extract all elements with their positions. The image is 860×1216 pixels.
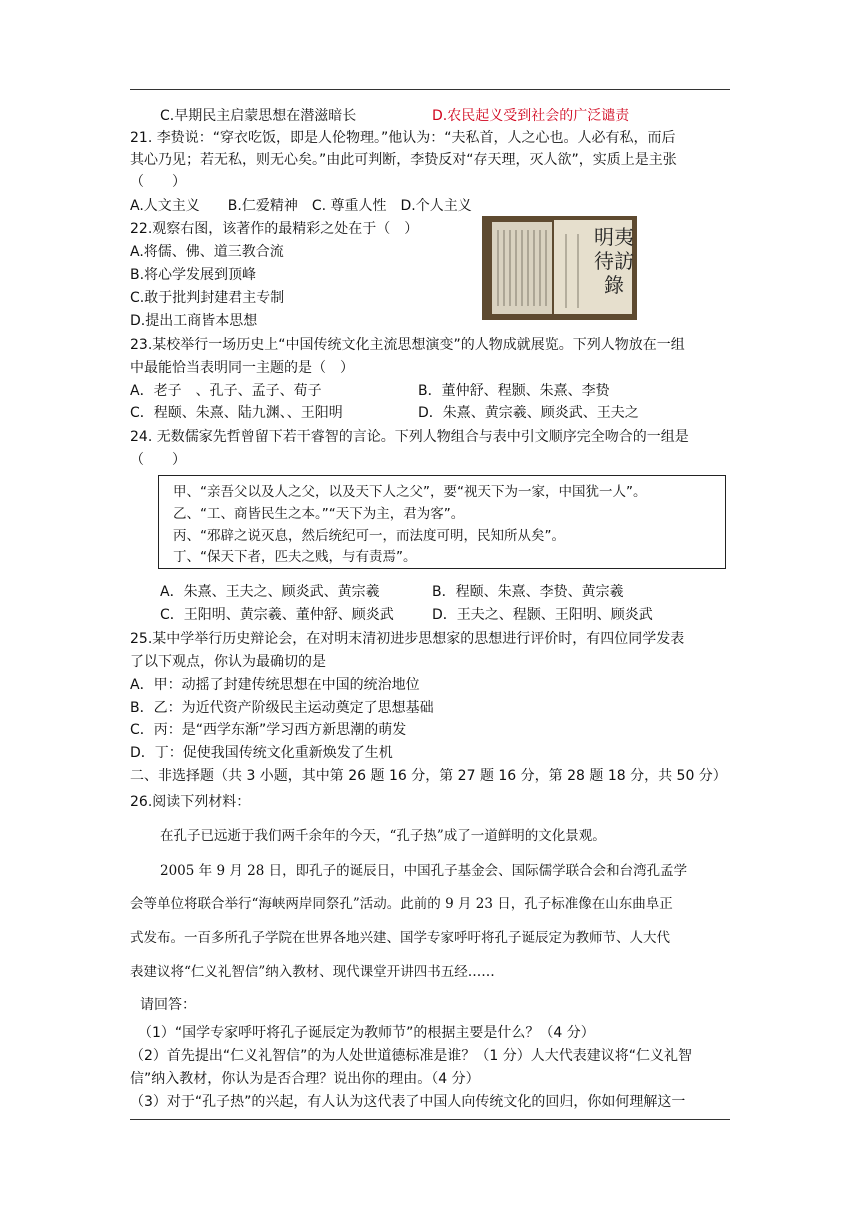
q24-option-a: A．朱熹、王夫之、顾炎武、黄宗羲 — [160, 584, 380, 600]
svg-text:待訪: 待訪 — [594, 249, 634, 273]
q24-option-c: C．王阳明、黄宗羲、董仲舒、顾炎武 — [160, 607, 394, 623]
q25-line1: 25.某中学举行历史辩论会，在对明末清初进步思想家的思想进行评价时，有四位同学发表 — [130, 631, 685, 647]
q22-option-a: A.将儒、佛、道三教合流 — [130, 244, 284, 260]
q25-option-a: A．甲：动摇了封建传统思想在中国的统治地位 — [130, 677, 420, 693]
q25-line2: 了以下观点，你认为最确切的是 — [130, 654, 326, 670]
q20-option-c: C.早期民主启蒙思想在潜滋暗长 — [160, 108, 357, 124]
q22-option-c: C.敢于批判封建君主专制 — [130, 290, 285, 306]
q24-option-b: B．程颐、朱熹、李贽、黄宗羲 — [432, 584, 624, 600]
q24-option-d: D．王夫之、程颢、王阳明、顾炎武 — [432, 607, 653, 623]
q21-options: A.人文主义 B.仁爱精神 C. 尊重人性 D.个人主义 — [130, 198, 472, 214]
q26-ask: 请回答： — [140, 997, 196, 1013]
book-photo — [482, 216, 637, 320]
q26-material-4: 式发布。一百多所孔子学院在世界各地兴建、国学专家呼吁将孔子诞辰定为教师节、人大代 — [130, 930, 670, 946]
svg-text:錄: 錄 — [604, 273, 624, 297]
q26-material-5: 表建议将“仁义礼智信”纳入教材、现代课堂开讲四书五经…… — [130, 964, 495, 980]
q26-stem: 26.阅读下列材料： — [130, 794, 251, 810]
q26-material-2: 2005 年 9 月 28 日，即孔子的诞辰日，中国孔子基金会、国际儒学联合会和台湾孔孟学 — [160, 863, 688, 879]
quote-yi: 乙、“工、商皆民生之本。”“天下为主，君为客”。 — [173, 506, 465, 522]
q26-sub3: （3）对于“孔子热”的兴起，有人认为这代表了中国人向传统文化的回归，你如何理解这一 — [130, 1094, 686, 1110]
q22-option-d: D.提出工商皆本思想 — [130, 313, 258, 329]
q20-option-d: D.农民起义受到社会的广泛谴责 — [432, 108, 630, 124]
q25-option-c: C．丙：是“西学东渐”学习西方新思潮的萌发 — [130, 722, 407, 738]
quote-bing: 丙、“邪辟之说灭息，然后统纪可一，而法度可明，民知所从矣”。 — [173, 528, 565, 544]
q23-option-c: C．程颐、朱熹、陆九渊、、王阳明 — [130, 405, 343, 421]
book-title-text: 明夷 — [594, 225, 634, 249]
quote-ding: 丁、“保天下者，匹夫之贱，与有责焉”。 — [173, 549, 417, 565]
quote-box — [158, 475, 726, 569]
q24-line1: 24. 无数儒家先哲曾留下若干睿智的言论。下列人物组合与表中引文顺序完全吻合的一组是 — [130, 429, 689, 445]
q24-line2: （ ） — [130, 452, 186, 468]
header-rule — [130, 89, 730, 90]
q26-sub2-line2: 信”纳入教材，你认为是否合理？说出你的理由。（4 分） — [130, 1071, 480, 1087]
q25-option-d: D．丁：促使我国传统文化重新焕发了生机 — [130, 745, 393, 761]
q23-option-d: D．朱熹、黄宗羲、顾炎武、王夫之 — [418, 405, 639, 421]
section-two-heading: 二、非选择题（共 3 小题，其中第 26 题 16 分，第 27 题 16 分，第 28 题 18 分，共 50 分） — [130, 768, 727, 784]
q26-material-3: 会等单位将联合举行“海峡两岸同祭孔”活动。此前的 9 月 23 日，孔子标准像在山东曲阜正 — [130, 896, 673, 912]
q26-material-1: 在孔子已远逝于我们两千余年的今天，“孔子热”成了一道鲜明的文化景观。 — [160, 828, 606, 844]
q21-line2: 其心乃见；若无私，则无心矣。”由此可判断，李贽反对“存天理，灭人欲”，实质上是主张 — [130, 152, 677, 168]
q23-line2: 中最能恰当表明同一主题的是（ ） — [130, 360, 354, 376]
quote-jia: 甲、“亲吾父以及人之父，以及天下人之父”，要“视天下为一家，中国犹一人”。 — [173, 484, 647, 500]
q23-option-a: A．老子 、孔子、孟子、荀子 — [130, 383, 322, 399]
q22-stem: 22.观察右图，该著作的最精彩之处在于（ ） — [130, 221, 419, 237]
q26-sub1: （1）“国学专家呼吁将孔子诞辰定为教师节”的根据主要是什么？（4 分） — [138, 1025, 595, 1041]
q22-option-b: B.将心学发展到顶峰 — [130, 267, 257, 283]
q23-option-b: B．董仲舒、程颢、朱熹、李贽 — [418, 383, 610, 399]
q21-line3: （ ） — [130, 174, 186, 190]
q21-line1: 21. 李贽说：“穿衣吃饭，即是人伦物理。”他认为：“夫私首，人之心也。人必有私，而后 — [130, 130, 676, 146]
footer-rule — [130, 1119, 730, 1120]
q25-option-b: B．乙：为近代资产阶级民主运动奠定了思想基础 — [130, 700, 434, 716]
q26-sub2-line1: （2）首先提出“仁义礼智信”的为人处世道德标准是谁？（1 分）人大代表建议将“仁义礼智 — [130, 1048, 693, 1064]
q23-line1: 23.某校举行一场历史上“中国传统文化主流思想演变”的人物成就展览。下列人物放在一组 — [130, 337, 685, 353]
book-photo-svg — [482, 216, 637, 320]
